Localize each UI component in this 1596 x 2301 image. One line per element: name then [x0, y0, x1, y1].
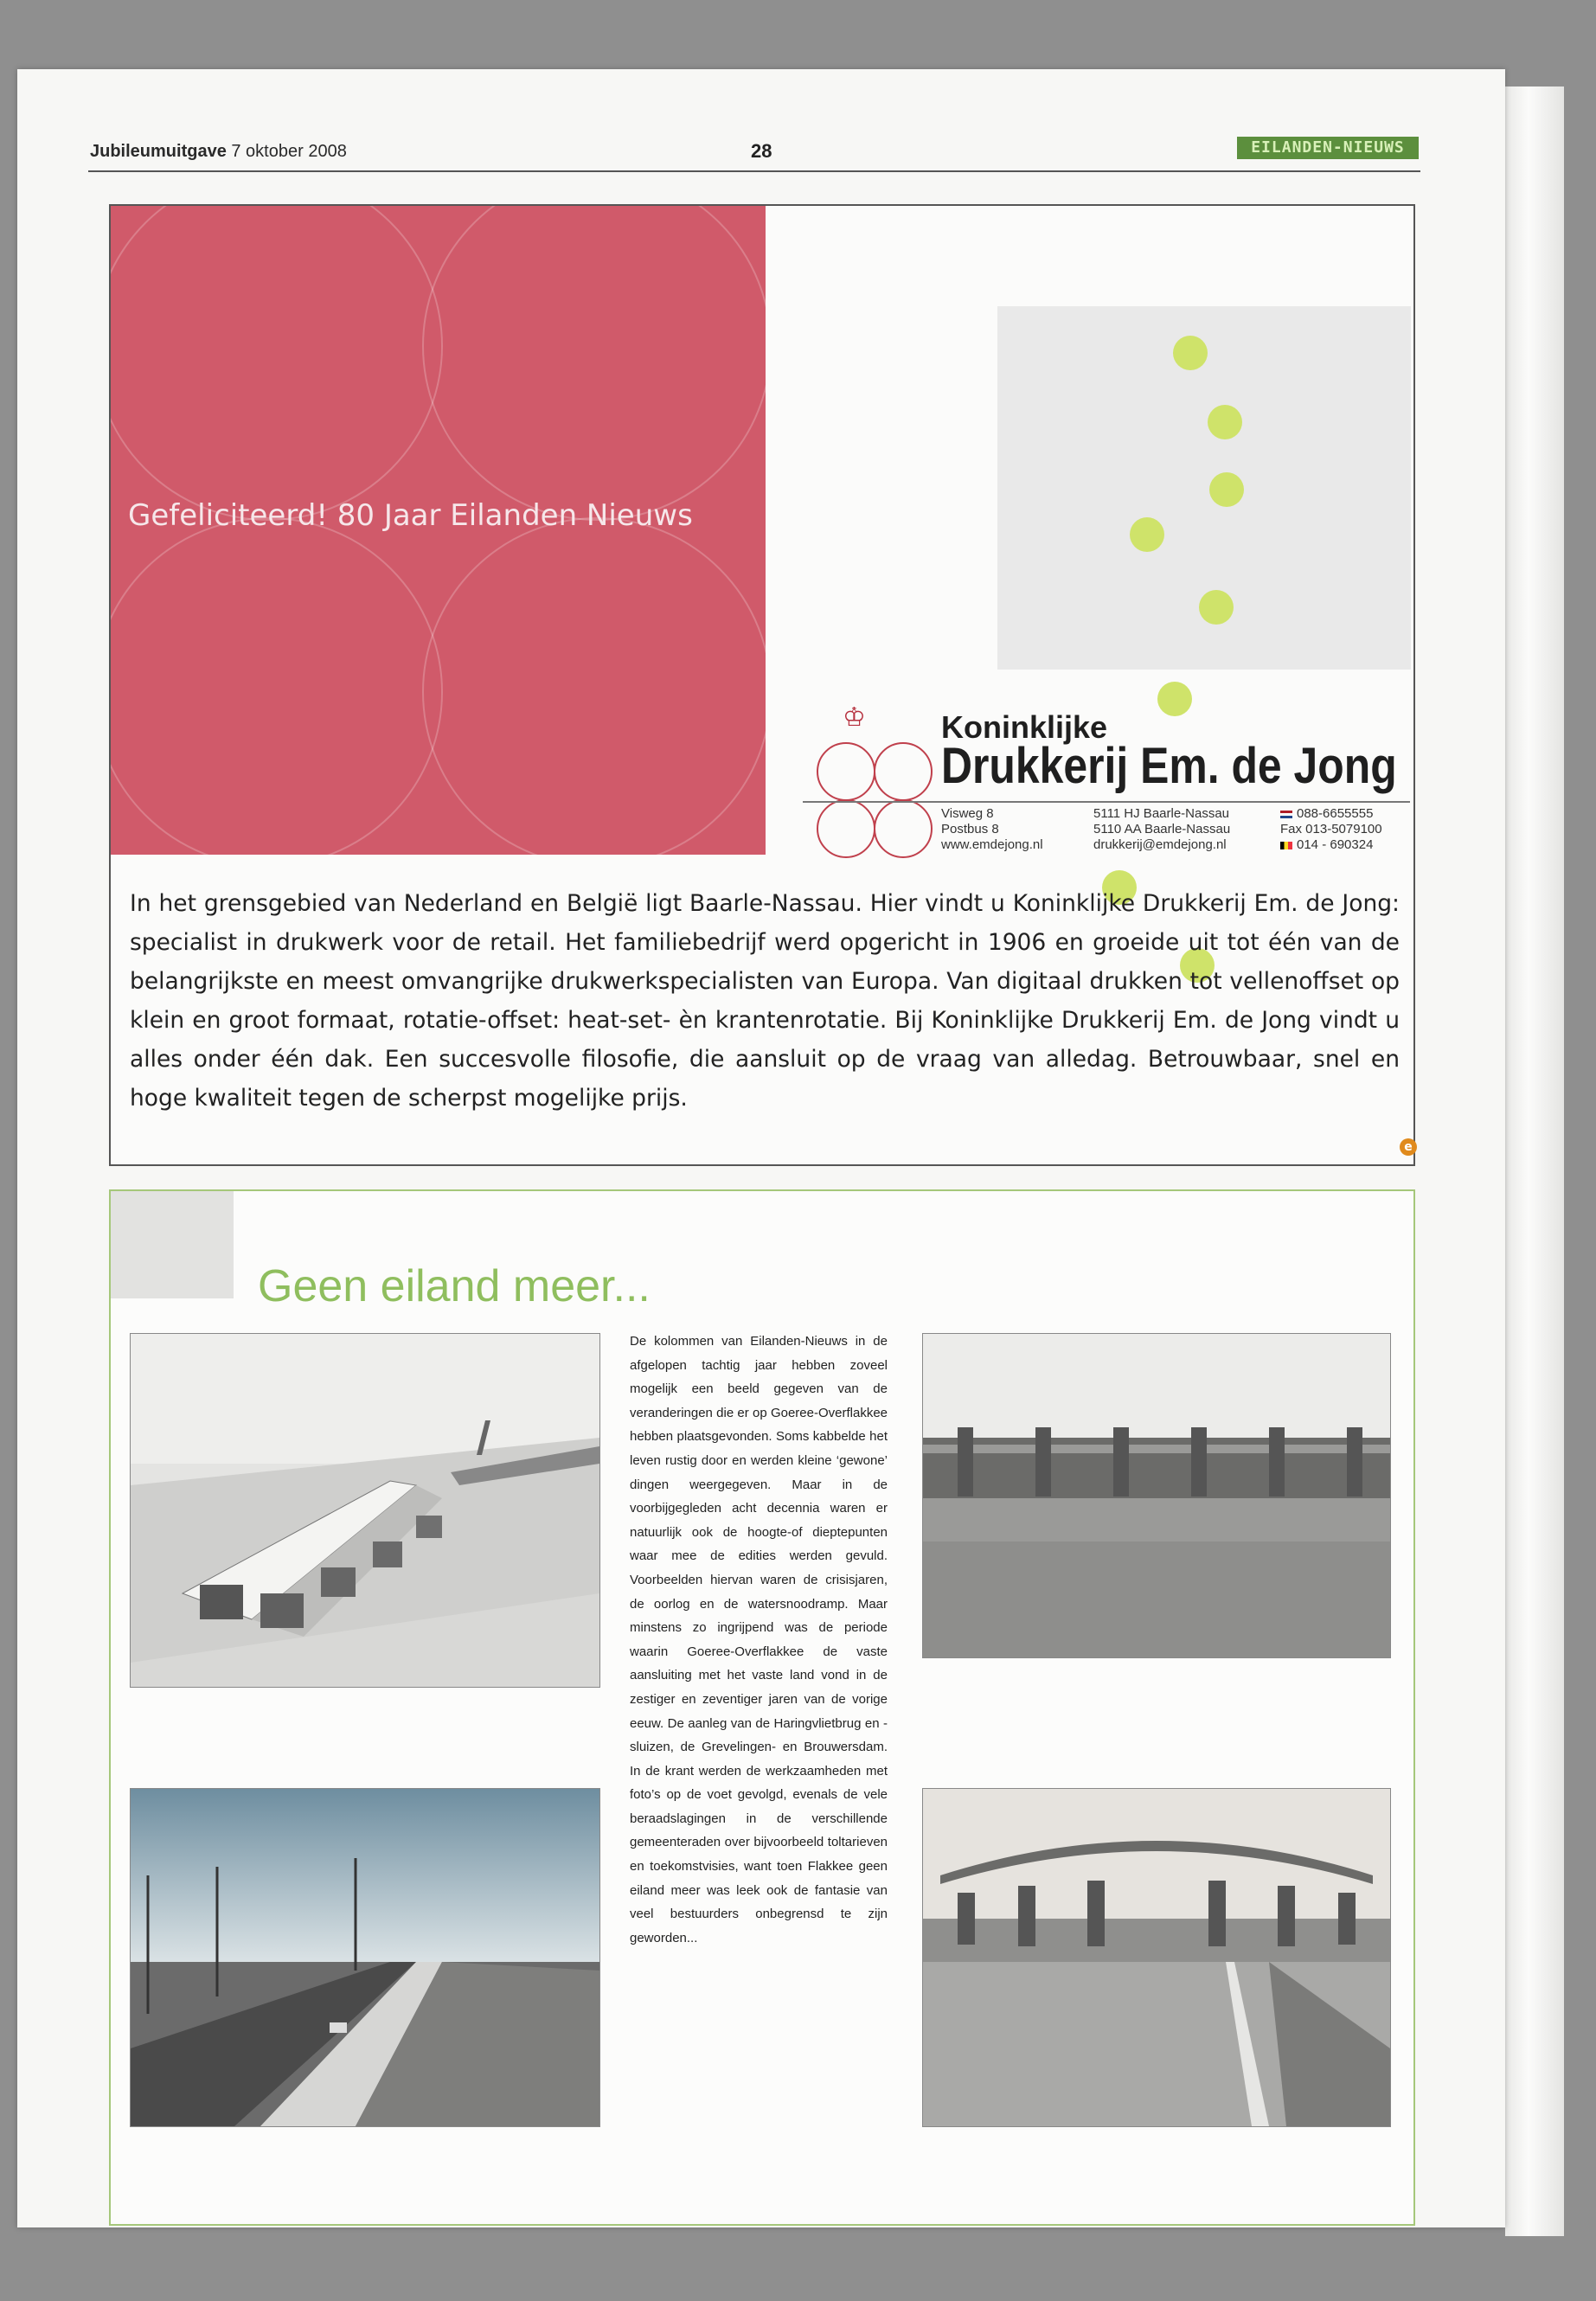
company-prefix: Koninklijke: [941, 709, 1108, 745]
green-dot: [1130, 517, 1164, 552]
ad-marker-icon: e: [1400, 1138, 1417, 1156]
decor-circle: [422, 206, 766, 521]
article-title: Geen eiland meer...: [258, 1261, 651, 1311]
photo-toll-plaza: [922, 1788, 1391, 2127]
phone-be: 014 - 690324: [1280, 837, 1382, 853]
address-website: www.emdejong.nl: [941, 837, 1043, 852]
publication-name: Jubileumuitgave: [90, 142, 227, 161]
masthead-logo: EILANDEN-NIEUWS: [1237, 137, 1419, 159]
dutch-flag-icon: [1280, 811, 1292, 818]
address-city-2: 5110 AA Baarle-Nassau: [1093, 822, 1231, 836]
address-email: drukkerij@emdejong.nl: [1093, 837, 1227, 852]
brand-divider: [803, 801, 1410, 803]
paper-edge: [1505, 87, 1564, 2236]
ad-body-text: In het grensgebied van Nederland en België ligt Baarle-Nassau. Hier vindt u Koninklijke Drukkerij Em. de Jong: specialist in drukwerk voor de retail. Het familiebedrijf werd opgericht in 1906 en groeide uit tot één van de belangrijkste en meest omvangrijke drukwerkspecialisten van Europa. Van digitaal drukken tot vellenoffset op klein en groot formaat, rotatie-offset: heat-set- èn krantenrotatie. Bij Koninklijke Drukkerij Em. de Jong vindt u alles onder één dak. Een succesvolle filosofie, die aansluit op de vraag van alledag. Betrouwbaar, snel en hoge kwaliteit tegen de scherpst mogelijke prijs.: [130, 890, 1400, 1112]
company-logo-icon: [817, 742, 938, 863]
header-divider: [88, 170, 1420, 172]
issue-date: 7 oktober 2008: [231, 142, 347, 161]
city-block: [1093, 806, 1230, 853]
crown-icon: ♔: [843, 702, 866, 733]
article: [109, 1189, 1415, 2226]
address-postbus: Postbus 8: [941, 822, 999, 836]
green-dot: [1209, 472, 1244, 507]
address-street: Visweg 8: [941, 806, 994, 821]
article-corner-tint: [111, 1191, 234, 1298]
green-dot: [1199, 590, 1234, 625]
phone-nl: 088-6655555: [1280, 806, 1382, 822]
decor-circle: [422, 517, 766, 855]
fax: Fax 013-5079100: [1280, 822, 1382, 836]
belgian-flag-icon: [1280, 842, 1292, 849]
company-name: Drukkerij Em. de Jong: [941, 738, 1397, 794]
address-block: [941, 806, 1043, 853]
ad-headline: Gefeliciteerd! 80 Jaar Eilanden Nieuws: [128, 498, 693, 533]
header-issue: [90, 142, 347, 162]
article-body-text: De kolommen van Eilanden-Nieuws in de afgelopen tachtig jaar hebben zoveel mogelijk een beeld gegeven van de veranderingen die er op Goeree-Overflakkee hebben plaatsgevonden. Soms kabbelde het leven rustig door en werden kleine ‘gewone’ dingen weergegeven. Maar in de voorbijgegleden acht decennia waren er natuurlijk ook de hoogte-of dieptepunten waar mee de edities werden gevuld. Voorbeelden hiervan waren de crisisjaren, de oorlog en de watersnoodramp. Maar minstens zo ingrijpend was de periode waarin Goeree-Overflakkee de vaste aansluiting met het vaste land vond in de zestiger en zeventiger jaren van de vorige eeuw. De aanleg van de Haringvlietbrug en -sluizen, de Grevelingen- en Brouwersdam. In de krant werden de werkzaamheden met foto’s op de voet gevolgd, evenals de vele beraadslagingen in de verschillende gemeenteraden over bijvoorbeeld toltarieven en toekomstvisies, want toen Flakkee geen eiland meer was leek ook de fantasie van veel bestuurders onbegrensd te zijn geworden...: [630, 1334, 888, 1945]
phone-block: [1280, 806, 1382, 853]
photo-haringvliet-sluices: [922, 1333, 1391, 1658]
photo-highway-bridge: [130, 1788, 600, 2127]
green-dot: [1173, 336, 1208, 370]
green-dot: [1208, 405, 1242, 439]
decor-circle: [111, 206, 443, 521]
advertisement: [109, 204, 1415, 1166]
decor-circle: [111, 517, 443, 855]
address-city-1: 5111 HJ Baarle-Nassau: [1093, 806, 1230, 821]
ad-red-panel: [111, 206, 766, 855]
page-number: 28: [751, 140, 772, 162]
photo-dam-construction: [130, 1333, 600, 1688]
green-dot: [1157, 682, 1192, 716]
